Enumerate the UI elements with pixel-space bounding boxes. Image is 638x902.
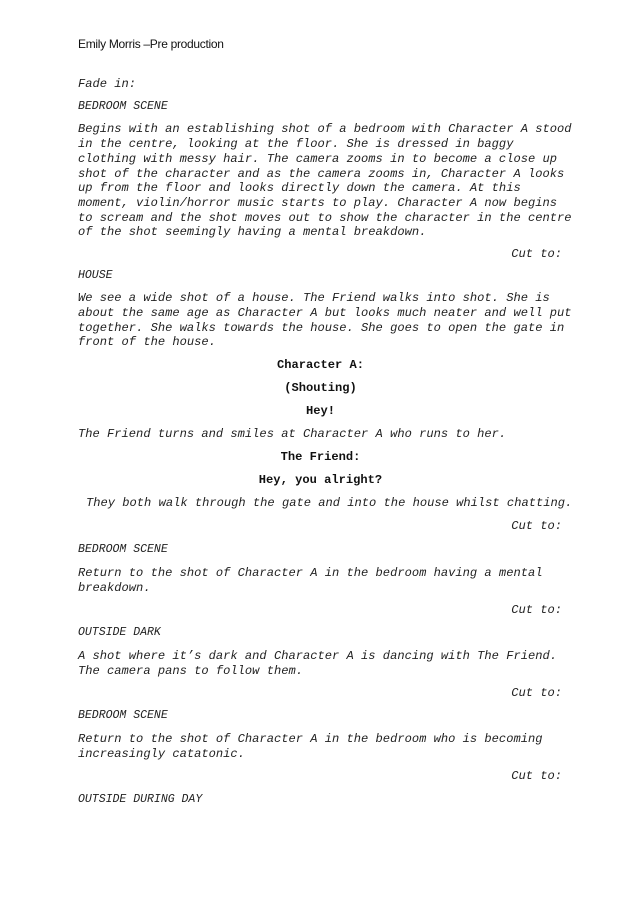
transition-cut-to: Cut to: xyxy=(511,603,562,617)
transition-cut-to: Cut to: xyxy=(511,519,562,533)
dialogue: Hey, you alright? xyxy=(258,473,383,487)
action-line: They both walk through the gate and into the house whilst chatting. xyxy=(86,496,573,510)
action-line: Return to the shot of Character A in the bedroom having a mental xyxy=(78,566,543,580)
fade-in: Fade in: xyxy=(78,77,137,91)
action-line: to scream and the shot moves out to show the character in the centre xyxy=(78,211,572,225)
action-line: in the centre, looking at the floor. She is dressed in baggy xyxy=(78,137,514,151)
scene-heading: BEDROOM SCENE xyxy=(78,709,168,722)
action-line: of the shot seemingly having a mental breakdown. xyxy=(78,225,427,239)
character-name: The Friend: xyxy=(280,450,361,464)
action-line: moment, violin/horror music starts to play. Character A now begins xyxy=(78,196,557,210)
action-line: up from the floor and looks directly down the camera. At this xyxy=(78,181,521,195)
action-line: We see a wide shot of a house. The Friend walks into shot. She is xyxy=(78,291,550,305)
action-line: together. She walks towards the house. She goes to open the gate in xyxy=(78,321,565,335)
character-name: Character A: xyxy=(276,358,365,372)
action-line: clothing with messy hair. The camera zooms in to become a close up xyxy=(78,152,557,166)
parenthetical: (Shouting) xyxy=(284,381,357,395)
action-line: The camera pans to follow them. xyxy=(78,664,303,678)
scene-heading: HOUSE xyxy=(78,269,113,282)
action-line: shot of the character and as the camera zooms in, Character A looks xyxy=(78,167,565,181)
action-line: front of the house. xyxy=(78,335,216,349)
page-header: Emily Morris –Pre production xyxy=(78,37,224,51)
action-line: A shot where it’s dark and Character A is dancing with The Friend. xyxy=(78,649,557,663)
action-line: Return to the shot of Character A in the bedroom who is becoming xyxy=(78,732,543,746)
action-line: Begins with an establishing shot of a bedroom with Character A stood xyxy=(78,122,572,136)
transition-cut-to: Cut to: xyxy=(511,247,562,261)
scene-heading: BEDROOM SCENE xyxy=(78,100,168,113)
action-line: about the same age as Character A but looks much neater and well put xyxy=(78,306,572,320)
dialogue: Hey! xyxy=(305,404,336,418)
scene-heading: OUTSIDE DARK xyxy=(78,626,161,639)
scene-heading: BEDROOM SCENE xyxy=(78,543,168,556)
action-line: breakdown. xyxy=(78,581,151,595)
scene-heading: OUTSIDE DURING DAY xyxy=(78,793,203,806)
transition-cut-to: Cut to: xyxy=(511,686,562,700)
transition-cut-to: Cut to: xyxy=(511,769,562,783)
action-line: The Friend turns and smiles at Character A who runs to her. xyxy=(78,427,507,441)
action-line: increasingly catatonic. xyxy=(78,747,245,761)
